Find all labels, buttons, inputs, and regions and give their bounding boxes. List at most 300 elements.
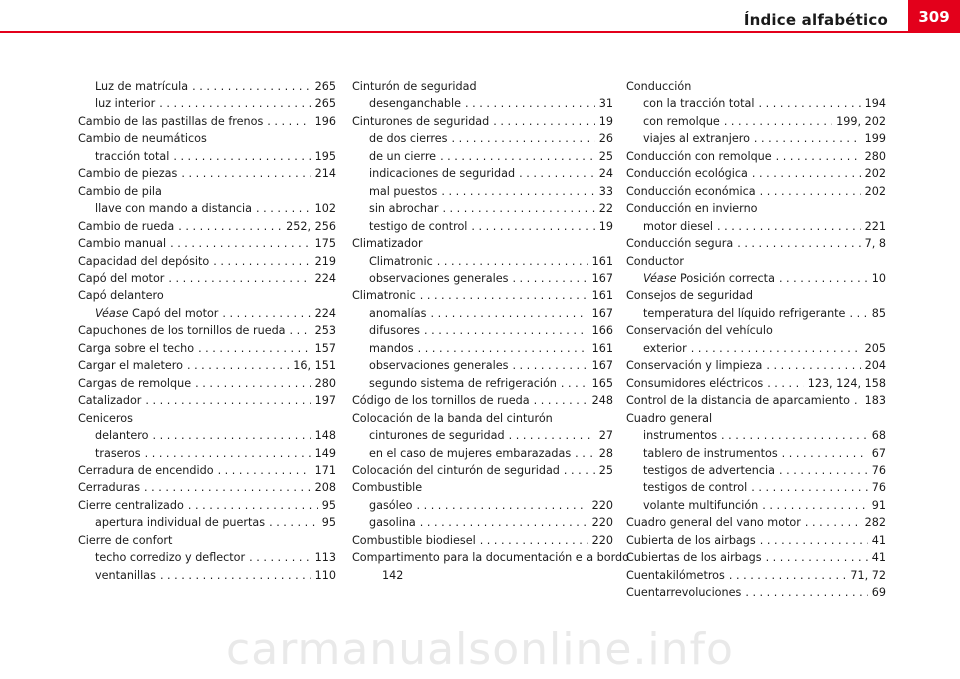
dot-leader	[465, 95, 595, 112]
index-entry	[626, 165, 886, 182]
dot-leader	[509, 427, 595, 444]
dot-leader	[420, 514, 588, 531]
dot-leader	[187, 357, 289, 374]
index-page-ref: 166	[591, 324, 613, 338]
index-subentry	[352, 322, 613, 339]
index-page-ref: 31	[598, 97, 613, 111]
index-page-ref: 161	[591, 254, 613, 268]
index-page-ref: 221	[864, 219, 886, 233]
index-column-2	[352, 78, 629, 584]
index-entry-label: Cargas de remolque	[78, 376, 192, 390]
index-page-ref: 24	[598, 167, 613, 181]
index-page-ref: 67	[871, 446, 886, 460]
index-subentry	[352, 218, 613, 235]
index-entry	[78, 322, 336, 339]
index-entry-label: testigo de control	[369, 219, 468, 233]
index-heading: Colocación de la banda del cinturón	[352, 411, 553, 425]
index-entry	[626, 357, 886, 374]
index-page-ref: 41	[871, 533, 886, 547]
index-entry-label: viajes al extranjero	[643, 132, 750, 146]
index-entry-label: Cambio manual	[78, 237, 167, 251]
index-subentry	[352, 305, 613, 322]
index-entry-label: Cerraduras	[78, 481, 141, 495]
index-subentry	[626, 340, 886, 357]
index-entry-label: Control de la distancia de aparcamiento	[626, 394, 851, 408]
page-number-badge: 309	[908, 0, 960, 32]
index-page-ref: 248	[591, 394, 613, 408]
index-page-ref: 123, 124, 158	[807, 376, 886, 390]
dot-leader	[717, 218, 861, 235]
index-heading: Cambio de neumáticos	[78, 132, 207, 146]
index-page-ref: 199, 202	[836, 114, 886, 128]
index-subentry	[352, 445, 613, 462]
index-heading: Consejos de seguridad	[626, 289, 754, 303]
index-entry-label: cinturones de seguridad	[369, 429, 505, 443]
dot-leader	[170, 235, 311, 252]
index-subentry	[626, 479, 886, 496]
index-entry-label: indicaciones de seguridad	[369, 167, 516, 181]
dot-leader	[767, 375, 804, 392]
dot-leader	[424, 322, 588, 339]
index-entry	[626, 549, 886, 566]
dot-leader	[181, 165, 310, 182]
dot-leader	[766, 549, 868, 566]
dot-leader	[691, 340, 861, 357]
index-entry-label: Cambio de piezas	[78, 167, 178, 181]
index-heading: Climatizador	[352, 237, 423, 251]
index-entry-label: Cargar el maletero	[78, 359, 183, 373]
index-heading: Capó delantero	[78, 289, 164, 303]
dot-leader	[144, 479, 311, 496]
see-also-marker: Véase	[643, 271, 677, 285]
index-subentry	[78, 514, 336, 531]
index-entry	[626, 148, 886, 165]
dot-leader	[493, 113, 594, 130]
index-page-ref: 102	[314, 202, 336, 216]
index-entry-label: desenganchable	[369, 97, 462, 111]
dot-leader	[437, 253, 588, 270]
index-heading: Cinturón de seguridad	[352, 80, 477, 93]
index-heading: Cambio de pila	[78, 184, 162, 198]
index-entry-label: Cambio de las pastillas de frenos	[78, 114, 264, 128]
index-subentry	[352, 148, 613, 165]
index-subentry	[352, 497, 613, 514]
dot-leader	[159, 95, 310, 112]
index-entry-label: mandos	[369, 341, 414, 355]
index-entry-label: apertura individual de puertas	[95, 516, 266, 530]
index-entry-label	[643, 270, 775, 287]
index-entry-label: Cambio de rueda	[78, 219, 175, 233]
dot-leader	[249, 549, 311, 566]
index-page-ref: 25	[598, 149, 613, 163]
see-also-marker: Véase	[95, 306, 129, 320]
index-entry	[626, 567, 886, 584]
index-entry-label: mal puestos	[369, 184, 438, 198]
dot-leader	[729, 567, 847, 584]
index-page-ref: 91	[871, 498, 886, 512]
index-entry-label: sin abrochar	[369, 202, 439, 216]
index-page-ref: 19	[598, 114, 613, 128]
index-entry-label: Cubiertas de los airbags	[626, 551, 762, 565]
dot-leader	[290, 322, 311, 339]
index-entry	[626, 375, 886, 392]
index-entry-label: motor diesel	[643, 219, 714, 233]
dot-leader	[420, 287, 588, 304]
dot-leader	[416, 497, 587, 514]
dot-leader	[519, 165, 595, 182]
index-entry-label: Capó del motor	[78, 271, 165, 285]
index-page-ref: 68	[871, 429, 886, 443]
header-rule	[0, 31, 960, 33]
index-entry-label: Capacidad del depósito	[78, 254, 210, 268]
dot-leader	[805, 514, 861, 531]
index-subentry	[626, 305, 886, 322]
dot-leader	[751, 479, 868, 496]
dot-leader	[564, 462, 595, 479]
dot-leader	[737, 235, 860, 252]
dot-leader	[173, 148, 310, 165]
index-page-ref: 161	[591, 289, 613, 303]
index-heading: Conducción en invierno	[626, 202, 758, 216]
index-entry-label: Conducción ecológica	[626, 167, 748, 181]
index-entry-label: Consumidores eléctricos	[626, 376, 764, 390]
index-entry-label: temperatura del líquido refrigerante	[643, 306, 846, 320]
dot-leader	[561, 375, 588, 392]
index-entry-label: testigos de control	[643, 481, 748, 495]
index-entry	[352, 532, 613, 549]
index-entry-label: Cinturones de seguridad	[352, 114, 490, 128]
dot-leader	[192, 78, 310, 95]
dot-leader	[442, 200, 594, 217]
index-heading: Conductor	[626, 254, 684, 268]
index-entry	[352, 113, 613, 130]
index-entry-label: Carga sobre el techo	[78, 341, 195, 355]
index-heading: Compartimento para la documentación e a bordo	[352, 551, 629, 565]
index-entry-label: Cuentakilómetros	[626, 568, 725, 582]
dot-leader	[153, 427, 311, 444]
dot-leader	[512, 270, 587, 287]
index-entry-label: instrumentos	[643, 429, 718, 443]
dot-leader	[440, 148, 595, 165]
index-page-ref: 167	[591, 271, 613, 285]
index-entry	[78, 479, 336, 496]
index-entry-label: gasolina	[369, 516, 416, 530]
index-page-ref: 265	[314, 80, 336, 93]
index-entry-label: testigos de advertencia	[643, 463, 775, 477]
index-entry-label: observaciones generales	[369, 359, 509, 373]
index-entry	[78, 375, 336, 392]
dot-leader	[145, 445, 311, 462]
index-page-ref: 224	[314, 271, 336, 285]
index-entry-label: Colocación del cinturón de seguridad	[352, 463, 560, 477]
index-page-ref: 22	[598, 202, 613, 216]
index-subentry	[626, 130, 886, 147]
dot-leader	[762, 497, 867, 514]
see-also-target: Posición correcta	[680, 271, 775, 285]
dot-leader	[178, 218, 282, 235]
dot-leader	[441, 183, 594, 200]
index-entry-label: de un cierre	[369, 149, 437, 163]
index-page-ref: 175	[314, 237, 336, 251]
index-page-ref: 220	[591, 516, 613, 530]
index-page-ref: 265	[314, 97, 336, 111]
index-subentry	[352, 427, 613, 444]
index-entry	[352, 392, 613, 409]
index-entry-label: ventanillas	[95, 568, 156, 582]
dot-leader	[776, 148, 861, 165]
index-page-ref: 26	[598, 132, 613, 146]
index-entry	[626, 514, 886, 531]
index-page-ref: 204	[864, 359, 886, 373]
index-page-ref: 252, 256	[286, 219, 336, 233]
index-entry-label: volante multifunción	[643, 498, 759, 512]
index-page-ref: 167	[591, 359, 613, 373]
dot-leader	[721, 427, 868, 444]
index-entry-label: luz interior	[95, 97, 156, 111]
dot-leader	[188, 497, 318, 514]
index-subentry	[352, 340, 613, 357]
index-page-ref: 220	[591, 498, 613, 512]
index-entry-label: anomalías	[369, 306, 427, 320]
see-also-target: Capó del motor	[132, 306, 219, 320]
dot-leader	[766, 357, 860, 374]
index-page-ref: 197	[314, 394, 336, 408]
index-entry	[78, 357, 336, 374]
index-column-3	[626, 78, 886, 602]
index-entry	[626, 183, 886, 200]
index-subentry	[78, 200, 336, 217]
dot-leader	[145, 392, 310, 409]
index-page-ref: 171	[314, 463, 336, 477]
index-page-ref: 110	[314, 568, 336, 582]
index-subentry	[78, 549, 336, 566]
index-subentry	[78, 427, 336, 444]
index-page-ref: 167	[591, 306, 613, 320]
index-subentry	[352, 183, 613, 200]
index-entry	[352, 462, 613, 479]
index-entry	[626, 235, 886, 252]
index-page-ref: 10	[871, 271, 886, 285]
dot-leader	[760, 183, 861, 200]
index-entry-label: tracción total	[95, 149, 170, 163]
index-page-ref: 27	[598, 429, 613, 443]
index-entry	[78, 340, 336, 357]
index-page-ref: 113	[314, 551, 336, 565]
dot-leader	[480, 532, 588, 549]
index-entry-label: Conducción con remolque	[626, 149, 772, 163]
index-page-ref: 183	[864, 394, 886, 408]
index-entry-label: observaciones generales	[369, 271, 509, 285]
index-subentry	[78, 148, 336, 165]
index-page-ref: 194	[864, 97, 886, 111]
index-page-ref: 69	[871, 586, 886, 600]
dot-leader	[195, 375, 311, 392]
dot-leader	[451, 130, 594, 147]
index-entry-label: Capuchones de los tornillos de rueda	[78, 324, 286, 338]
index-subentry	[626, 497, 886, 514]
dot-leader	[198, 340, 311, 357]
dot-leader	[779, 270, 868, 287]
index-page-ref: 157	[314, 341, 336, 355]
index-subentry	[78, 567, 336, 584]
dot-leader	[754, 130, 861, 147]
index-heading: Cierre de confort	[78, 533, 173, 547]
index-page-ref: 76	[871, 463, 886, 477]
watermark: carmanualsonline.info	[226, 624, 734, 675]
index-entry	[626, 532, 886, 549]
index-heading: Conservación del vehículo	[626, 324, 773, 338]
index-entry	[78, 253, 336, 270]
dot-leader	[760, 532, 868, 549]
index-page-ref: 41	[871, 551, 886, 565]
dot-leader	[471, 218, 594, 235]
index-subentry	[352, 375, 613, 392]
index-page-ref: 219	[314, 254, 336, 268]
index-entry	[626, 584, 886, 601]
index-page-ref: 195	[314, 149, 336, 163]
index-page-ref: 16, 151	[293, 359, 336, 373]
index-page-ref: 282	[864, 516, 886, 530]
dot-leader	[222, 305, 310, 322]
index-entry-label: llave con mando a distancia	[95, 202, 253, 216]
index-entry-label: Código de los tornillos de rueda	[352, 394, 530, 408]
index-subentry	[352, 514, 613, 531]
index-entry	[352, 287, 613, 304]
dot-leader	[218, 462, 311, 479]
index-entry	[626, 392, 886, 409]
index-subentry	[626, 218, 886, 235]
index-heading: Ceniceros	[78, 411, 133, 425]
index-entry-label: Climatronic	[369, 254, 433, 268]
index-page-ref: 280	[314, 376, 336, 390]
index-subentry	[78, 95, 336, 112]
index-entry-label: traseros	[95, 446, 141, 460]
index-subentry	[352, 200, 613, 217]
index-entry	[78, 165, 336, 182]
index-subentry	[352, 95, 613, 112]
index-entry-label: de dos cierres	[369, 132, 448, 146]
index-column-1	[78, 78, 336, 584]
index-page-ref: 199	[864, 132, 886, 146]
dot-leader	[759, 95, 861, 112]
index-entry-label: delantero	[95, 429, 149, 443]
index-entry-label: Conservación y limpieza	[626, 359, 763, 373]
index-page-ref: 280	[864, 149, 886, 163]
index-entry-label: exterior	[643, 341, 687, 355]
index-entry-label: Cuadro general del vano motor	[626, 516, 801, 530]
index-subentry	[626, 113, 886, 130]
dot-leader	[779, 462, 868, 479]
dot-leader	[534, 392, 588, 409]
index-entry-label	[95, 305, 218, 322]
index-page-ref: 208	[314, 481, 336, 495]
index-entry-label: en el caso de mujeres embarazadas	[369, 446, 572, 460]
index-entry-label: Catalizador	[78, 394, 142, 408]
index-page-ref: 214	[314, 167, 336, 181]
index-page-ref: 202	[864, 184, 886, 198]
index-page-ref: 148	[314, 429, 336, 443]
index-entry-label: Cuentarrevoluciones	[626, 586, 742, 600]
index-subentry	[352, 165, 613, 182]
index-subentry	[78, 305, 336, 322]
index-page-ref: 95	[321, 516, 336, 530]
index-subentry	[78, 78, 336, 95]
index-entry	[78, 113, 336, 130]
index-page-ref: 28	[598, 446, 613, 460]
index-page-ref: 220	[591, 533, 613, 547]
index-page-ref: 25	[598, 463, 613, 477]
dot-leader	[724, 113, 832, 130]
index-page-ref: 71, 72	[850, 568, 886, 582]
index-page-ref: 19	[598, 219, 613, 233]
index-entry	[78, 497, 336, 514]
index-page-ref: 7, 8	[864, 237, 886, 251]
dot-leader	[849, 305, 867, 322]
dot-leader	[512, 357, 587, 374]
index-entry-label: Climatronic	[352, 289, 416, 303]
index-entry	[78, 218, 336, 235]
index-entry-label: Cierre centralizado	[78, 498, 184, 512]
index-heading: Cuadro general	[626, 411, 713, 425]
index-page-ref: 161	[591, 341, 613, 355]
index-subentry	[626, 445, 886, 462]
index-subentry	[626, 462, 886, 479]
dot-leader	[575, 445, 595, 462]
index-entry-label: gasóleo	[369, 498, 413, 512]
index-entry-label: difusores	[369, 324, 420, 338]
dot-leader	[168, 270, 310, 287]
index-page-ref: 33	[598, 184, 613, 198]
dot-leader	[267, 113, 310, 130]
dot-leader	[269, 514, 318, 531]
index-entry	[78, 270, 336, 287]
index-entry-label: segundo sistema de refrigeración	[369, 376, 557, 390]
index-page-ref: 142	[382, 568, 404, 582]
index-entry-label: con remolque	[643, 114, 720, 128]
index-page-ref: 165	[591, 376, 613, 390]
index-entry-label: Cerradura de encendido	[78, 463, 214, 477]
index-page-ref: 85	[871, 306, 886, 320]
index-subentry	[78, 445, 336, 462]
index-entry	[78, 235, 336, 252]
index-heading: Conducción	[626, 80, 692, 93]
dot-leader	[854, 392, 861, 409]
dot-leader	[430, 305, 587, 322]
index-entry-label: con la tracción total	[643, 97, 755, 111]
dot-leader	[782, 445, 868, 462]
index-entry	[78, 392, 336, 409]
dot-leader	[160, 567, 311, 584]
index-subentry	[352, 130, 613, 147]
dot-leader	[418, 340, 588, 357]
index-page-ref: 224	[314, 306, 336, 320]
index-subentry	[352, 270, 613, 287]
index-entry	[78, 462, 336, 479]
dot-leader	[213, 253, 310, 270]
dot-leader	[745, 584, 867, 601]
index-subentry	[352, 253, 613, 270]
index-entry-label: Conducción segura	[626, 237, 734, 251]
index-page-ref: 149	[314, 446, 336, 460]
index-page-ref: 253	[314, 324, 336, 338]
index-entry-label: Conducción económica	[626, 184, 756, 198]
index-entry-label: tablero de instrumentos	[643, 446, 778, 460]
index-page-ref: 95	[321, 498, 336, 512]
index-subentry	[626, 427, 886, 444]
index-page-ref: 196	[314, 114, 336, 128]
index-subentry	[352, 357, 613, 374]
index-heading: Combustible	[352, 481, 423, 495]
